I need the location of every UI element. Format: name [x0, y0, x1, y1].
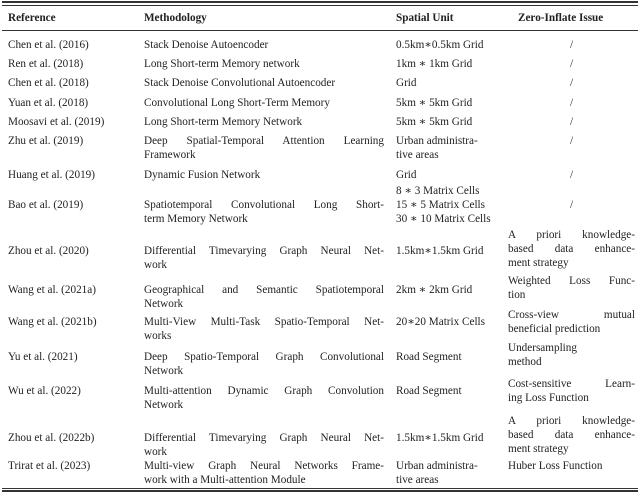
methodology-cell: [144, 57, 384, 71]
cell-line: tive areas: [396, 474, 439, 486]
spatial-unit-cell: [396, 431, 504, 445]
methodology-cell: [144, 198, 384, 226]
cell-line: work: [144, 259, 167, 271]
cell-line: Deep Spatio-Temporal Graph Convolutional: [144, 351, 384, 363]
cell-line: /: [569, 135, 574, 147]
cell-line: /: [569, 58, 574, 70]
reference-cell: Zhou et al. (2022b): [8, 432, 95, 444]
header-spatial-unit: Spatial Unit: [396, 12, 454, 24]
reference-cell: Bao et al. (2019): [8, 199, 84, 211]
reference-cell: Wu et al. (2022): [8, 385, 81, 397]
cell-line: term Memory Network: [144, 213, 248, 225]
cell-line: /: [569, 77, 574, 89]
spatial-unit-cell: [396, 168, 504, 182]
methodology-cell: [144, 283, 384, 311]
cell-line: Convolutional Long Short-Term Memory: [144, 97, 330, 109]
cell-line: beneficial prediction: [508, 323, 601, 335]
zero-inflate-cell: [508, 57, 635, 71]
zero-inflate-cell: [508, 459, 635, 473]
cell-line: Cross-view mutual: [508, 309, 635, 321]
cell-line: 30 ∗ 10 Matrix Cells: [396, 213, 491, 225]
cell-line: A priori knowledge-: [508, 415, 635, 427]
cell-line: ment strategy: [508, 443, 569, 455]
spatial-unit-cell: [396, 283, 504, 297]
cell-line: 2km ∗ 2km Grid: [396, 284, 473, 296]
methodology-cell: [144, 96, 384, 110]
cell-line: /: [569, 169, 574, 181]
cell-line: 1.5km∗1.5km Grid: [396, 432, 484, 444]
cell-line: 1km ∗ 1km Grid: [396, 58, 473, 70]
cell-line: Urban administra-: [396, 135, 478, 147]
cell-line: Grid: [396, 169, 417, 181]
reference-cell: Ren et al. (2018): [8, 58, 84, 70]
methodology-cell: [144, 350, 384, 378]
zero-inflate-cell: [508, 134, 635, 148]
cell-line: Differential Timevarying Graph Neural Net-: [144, 245, 384, 257]
methodology-cell: [144, 459, 384, 487]
cell-line: Undersampling: [508, 342, 577, 354]
methodology-cell: [144, 384, 384, 412]
cell-line: work with a Multi-attention Module: [144, 474, 306, 486]
methodology-cell: [144, 244, 384, 272]
methodology-cell: [144, 431, 384, 459]
cell-line: Grid: [396, 77, 417, 89]
zero-inflate-cell: [508, 341, 635, 369]
top-rule: [2, 1, 638, 3]
cell-line: Geographical and Semantic Spatiotemporal: [144, 284, 384, 296]
cell-line: Framework: [144, 149, 196, 161]
spatial-unit-cell: [396, 76, 504, 90]
zero-inflate-cell: [508, 96, 635, 110]
cell-line: Differential Timevarying Graph Neural Net-: [144, 432, 384, 444]
methodology-cell: [144, 115, 384, 129]
reference-cell: Yuan et al. (2018): [8, 97, 89, 109]
methodology-cell: [144, 168, 384, 182]
methodology-cell: [144, 38, 384, 52]
methodology-cell: [144, 134, 384, 162]
reference-cell: Zhu et al. (2019): [8, 135, 84, 147]
cell-line: 15 ∗ 5 Matrix Cells: [396, 199, 486, 211]
top-rule-thin: [2, 5, 638, 6]
zero-inflate-cell: [508, 274, 635, 302]
cell-line: Long Short-term Memory Network: [144, 116, 303, 128]
spatial-unit-cell: [396, 315, 504, 329]
header-rule: [2, 30, 638, 31]
zero-inflate-cell: [508, 414, 635, 456]
header-zero-inflate: Zero-Inflate Issue: [518, 12, 604, 24]
cell-line: Network: [144, 365, 184, 377]
spatial-unit-cell: [396, 184, 504, 226]
cell-line: based data enhance-: [508, 429, 635, 441]
reference-cell: Wang et al. (2021b): [8, 316, 97, 328]
methodology-cell: [144, 315, 384, 343]
cell-line: Multi-view Graph Neural Networks Frame-: [144, 460, 384, 472]
zero-inflate-cell: [508, 76, 635, 90]
reference-cell: Moosavi et al. (2019): [8, 116, 105, 128]
methodology-cell: [144, 76, 384, 90]
zero-inflate-cell: [508, 228, 635, 270]
zero-inflate-cell: [508, 168, 635, 182]
reference-cell: Trirat et al. (2023): [8, 460, 91, 472]
spatial-unit-cell: [396, 350, 504, 364]
spatial-unit-cell: [396, 115, 504, 129]
cell-line: /: [569, 116, 574, 128]
cell-line: 5km ∗ 5km Grid: [396, 97, 473, 109]
reference-cell: Yu et al. (2021): [8, 351, 78, 363]
reference-cell: Wang et al. (2021a): [8, 284, 96, 296]
cell-line: Dynamic Fusion Network: [144, 169, 261, 181]
reference-cell: Huang et al. (2019): [8, 169, 95, 181]
header-methodology: Methodology: [144, 12, 207, 24]
spatial-unit-cell: [396, 244, 504, 258]
cell-line: Multi-View Multi-Task Spatio-Temporal Net-: [144, 316, 384, 328]
zero-inflate-cell: [508, 198, 635, 212]
cell-line: 20∗20 Matrix Cells: [396, 316, 486, 328]
cell-line: Deep Spatial-Temporal Attention Learning: [144, 135, 384, 147]
cell-line: Cost-sensitive Learn-: [508, 378, 635, 390]
spatial-unit-cell: [396, 57, 504, 71]
reference-cell: Chen et al. (2018): [8, 77, 89, 89]
cell-line: method: [508, 356, 542, 368]
cell-line: 5km ∗ 5km Grid: [396, 116, 473, 128]
reference-cell: Chen et al. (2016): [8, 39, 89, 51]
cell-line: Network: [144, 399, 184, 411]
cell-line: tive areas: [396, 149, 439, 161]
spatial-unit-cell: [396, 38, 504, 52]
zero-inflate-cell: [508, 38, 635, 52]
cell-line: 1.5km∗1.5km Grid: [396, 245, 484, 257]
cell-line: Huber Loss Function: [508, 460, 603, 472]
cell-line: A priori knowledge-: [508, 229, 635, 241]
cell-line: Long Short-term Memory network: [144, 58, 300, 70]
cell-line: Road Segment: [396, 351, 462, 363]
zero-inflate-cell: [508, 308, 635, 336]
cell-line: /: [569, 97, 574, 109]
cell-line: /: [569, 39, 574, 51]
cell-line: Weighted Loss Func-: [508, 275, 635, 287]
cell-line: works: [144, 330, 172, 342]
cell-line: work: [144, 446, 167, 458]
cell-line: Multi-attention Dynamic Graph Convolution: [144, 385, 384, 397]
cell-line: based data enhance-: [508, 243, 635, 255]
spatial-unit-cell: [396, 96, 504, 110]
cell-line: 8 ∗ 3 Matrix Cells: [396, 185, 480, 197]
zero-inflate-cell: [508, 115, 635, 129]
cell-line: Spatiotemporal Convolutional Long Short-: [144, 199, 384, 211]
cell-line: ment strategy: [508, 257, 569, 269]
reference-cell: Zhou et al. (2020): [8, 245, 89, 257]
header-reference: Reference: [8, 12, 56, 24]
bottom-rule-thin: [2, 488, 638, 489]
cell-line: /: [569, 199, 574, 211]
cell-line: tion: [508, 289, 526, 301]
spatial-unit-cell: [396, 384, 504, 398]
cell-line: 0.5km∗0.5km Grid: [396, 39, 484, 51]
cell-line: Road Segment: [396, 385, 462, 397]
spatial-unit-cell: [396, 134, 504, 162]
zero-inflate-cell: [508, 377, 635, 405]
cell-line: Urban administra-: [396, 460, 478, 472]
spatial-unit-cell: [396, 459, 504, 487]
cell-line: Stack Denoise Autoencoder: [144, 39, 269, 51]
cell-line: Network: [144, 298, 184, 310]
cell-line: Stack Denoise Convolutional Autoencoder: [144, 77, 336, 89]
cell-line: ing Loss Function: [508, 392, 589, 404]
